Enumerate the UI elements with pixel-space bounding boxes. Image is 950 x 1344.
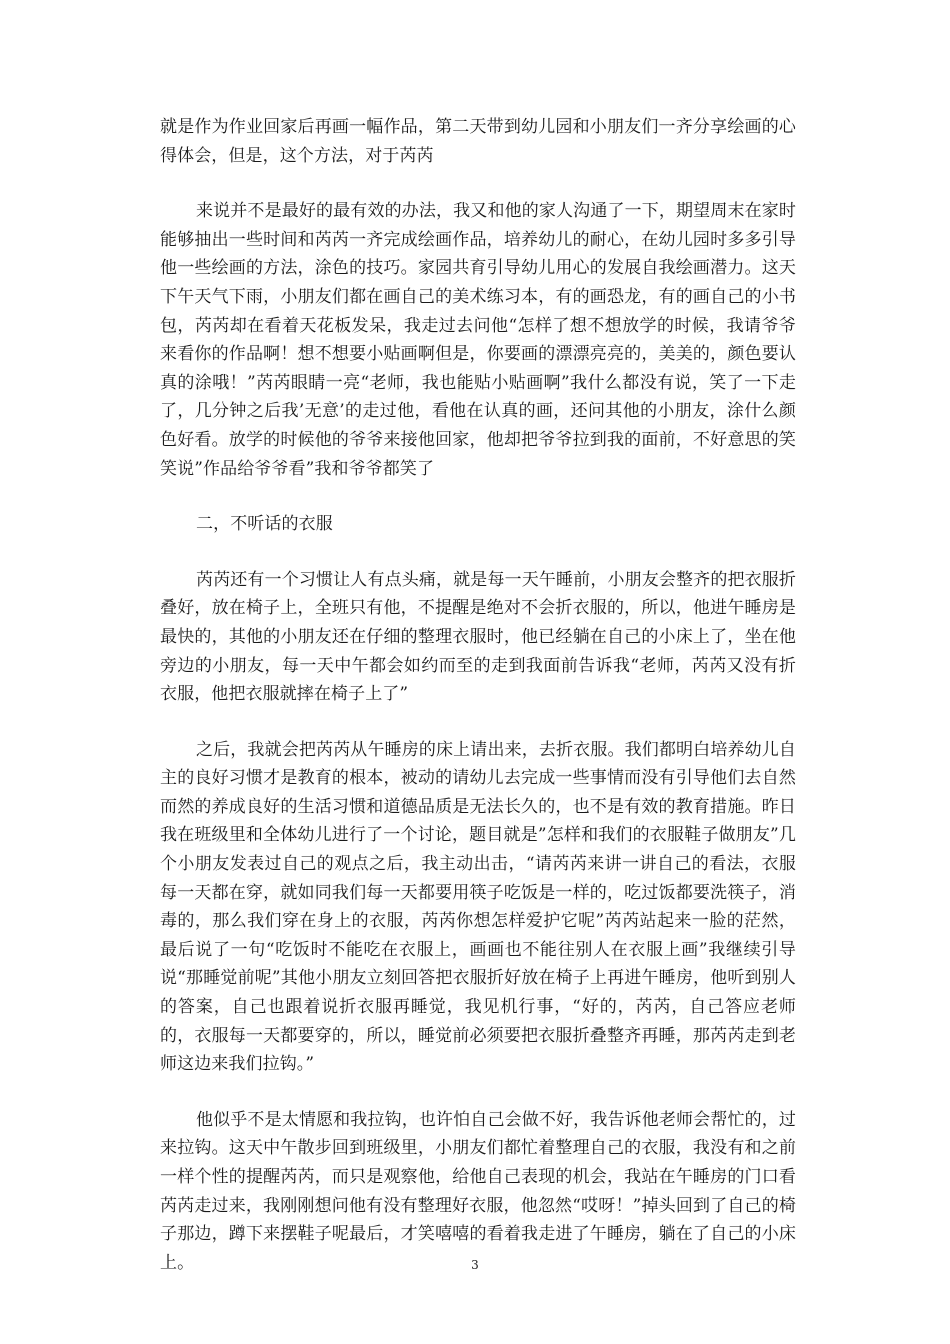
- paragraph-2: 来说并不是最好的最有效的办法，我又和他的家人沟通了一下，期望周末在家时能够抽出一些时间和芮芮一齐完成绘画作品，培养幼儿的耐心，在幼儿园时多多引导他一些绘画的方法，涂色的技巧。家园共育引导幼儿用心的发展自我绘画潜力。这天下午天气下雨，小朋友们都在画自己的美术练习本，有的画恐龙，有的画自己的小书包，芮芮却在看着天花板发呆，我走过去问他“怎样了想不想放学的时候，我请爷爷来看你的作品啊！想不想要小贴画啊但是，你要画的漂漂亮亮的，美美的，颜色要认真的涂哦！”芮芮眼睛一亮“老师，我也能贴小贴画啊”我什么都没有说，笑了一下走了，几分钟之后我’无意’的走过他，看他在认真的画，还问其他的小朋友，涂什么颜色好看。放学的时候他的爷爷来接他回家，他却把爷爷拉到我的面前，不好意思的笑笑说”作品给爷爷看”我和爷爷都笑了: [160, 201, 796, 479]
- section-heading: 二，不听话的衣服: [196, 514, 333, 535]
- paragraph-1: 就是作为作业回家后再画一幅作品，第二天带到幼儿园和小朋友们一齐分享绘画的心得体会，但是，这个方法，对于芮芮: [160, 117, 796, 166]
- paragraph-4: 之后，我就会把芮芮从午睡房的床上请出来，去折衣服。我们都明白培养幼儿自主的良好习惯才是教育的根本，被动的请幼儿去完成一些事情而没有引导他们去自然而然的养成良好的生活习惯和道德品质是无法长久的，也不是有效的教育措施。昨日我在班级里和全体幼儿进行了一个讨论，题目就是”怎样和我们的衣服鞋子做朋友”几个小朋友发表过自己的观点之后，我主动出击，“请芮芮来讲一讲自己的看法，衣服每一天都在穿，就如同我们每一天都要用筷子吃饭是一样的，吃过饭都要洗筷子，消毒的，那么我们穿在身上的衣服，芮芮你想怎样爱护它呢”芮芮站起来一脸的茫然，最后说了一句“吃饭时不能吃在衣服上，画画也不能往别人在衣服上画”我继续引导说“那睡觉前呢”其他小朋友立刻回答把衣服折好放在椅子上再进午睡房，他听到别人的答案，自己也跟着说折衣服再睡觉，我见机行事，“好的，芮芮，自己答应老师的，衣服每一天都要穿的，所以，睡觉前必须要把衣服折叠整齐再睡，那芮芮走到老师这边来我们拉钩。”: [160, 739, 796, 1075]
- paragraph-3: 芮芮还有一个习惯让人有点头痛，就是每一天午睡前，小朋友会整齐的把衣服折叠好，放在椅子上，全班只有他，不提醒是绝对不会折衣服的，所以，他进午睡房是最快的，其他的小朋友还在仔细的整理衣服时，他已经躺在自己的小床上了，坐在他旁边的小朋友，每一天中午都会如约而至的走到我面前告诉我“老师，芮芮又没有折衣服，他把衣服就摔在椅子上了”: [160, 569, 796, 705]
- page-number: 3: [471, 1258, 479, 1272]
- page-body: [160, 113, 796, 1304]
- paragraph-5: 他似乎不是太情愿和我拉钩，也许怕自己会做不好，我告诉他老师会帮忙的，过来拉钩。这天中午散步回到班级里，小朋友们都忙着整理自己的衣服，我没有和之前一样个性的提醒芮芮，而只是观察他，给他自己表现的机会，我站在午睡房的门口看芮芮走过来，我刚刚想问他有没有整理好衣服，他忽然“哎呀！”掉头回到了自己的椅子那边，蹲下来摆鞋子呢最后，才笑嘻嘻的看着我走进了午睡房，躺在了自己的小床上。: [160, 1109, 796, 1273]
